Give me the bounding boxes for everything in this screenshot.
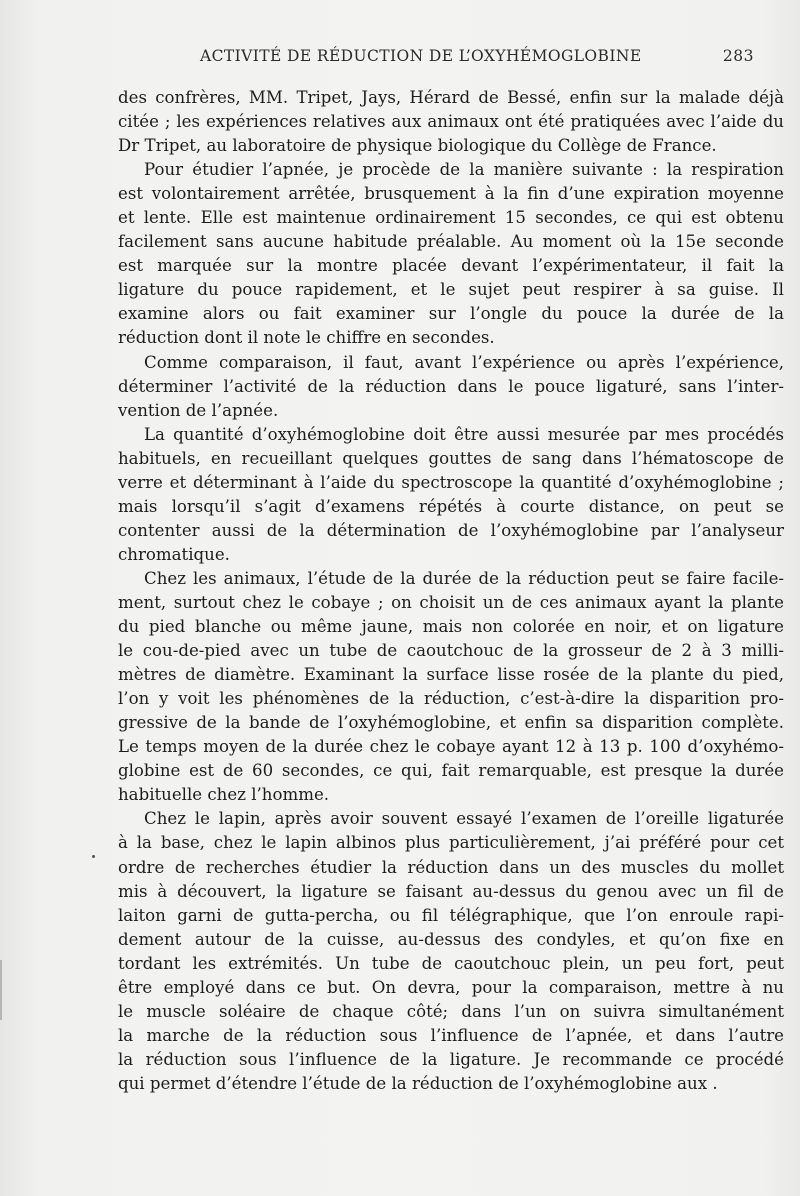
text-line: l’on y voit les phénomènes de la réduction, c’est-à-dire la disparition pro- (118, 689, 784, 709)
text-line: est marquée sur la montre placée devant l’expérimentateur, il fait la (118, 256, 784, 276)
margin-mark-dot (92, 855, 95, 858)
margin-edge-mark (0, 960, 10, 1020)
text-line: chromatique. (118, 544, 230, 564)
text-line: dement autour de la cuisse, au-dessus des condyles, et qu’on fixe en (118, 929, 784, 949)
text-line: La quantité d’oxyhémoglobine doit être aussi mesurée par mes procédés (144, 424, 784, 444)
text-line: mis à découvert, la ligature se faisant au-dessus du genou avec un fil de (118, 881, 784, 901)
text-line: habituelle chez l’homme. (118, 785, 330, 805)
text-line: Pour étudier l’apnée, je procède de la manière suivante : la respiration (144, 160, 784, 180)
text-line: la marche de la réduction sous l’influence de l’apnée, et dans l’autre (118, 1025, 784, 1045)
text-line: ment, surtout chez le cobaye ; on choisit un de ces animaux ayant la plante (118, 592, 784, 612)
text-line: déterminer l’activité de la réduction dans le pouce ligaturé, sans l’inter- (118, 376, 784, 396)
text-line: facilement sans aucune habitude préalable. Au moment où la 15e seconde (118, 232, 784, 252)
text-line: ligature du pouce rapidement, et le sujet peut respirer à sa guise. Il (118, 280, 784, 300)
text-line: Comme comparaison, il faut, avant l’expérience ou après l’expérience, (144, 352, 784, 372)
text-line: habituels, en recueillant quelques gouttes de sang dans l’hématoscope de (118, 448, 784, 468)
text-line: laiton garni de gutta-percha, ou fil télégraphique, que l’on enroule rapi- (118, 905, 784, 925)
text-line: examine alors ou fait examiner sur l’ongle du pouce la durée de la (118, 304, 784, 324)
running-title: ACTIVITÉ DE RÉDUCTION DE L’OXYHÉMOGLOBINE (200, 47, 642, 65)
text-line: et lente. Elle est maintenue ordinairement 15 secondes, ce qui est obtenu (118, 208, 784, 228)
text-line: citée ; les expériences relatives aux animaux ont été pratiquées avec l’aide du (118, 112, 784, 132)
text-line: le muscle soléaire de chaque côté; dans l’un on suivra simultanément (118, 1001, 784, 1021)
text-line: être employé dans ce but. On devra, pour la comparaison, mettre à nu (118, 977, 784, 997)
text-line: mètres de diamètre. Examinant la surface lisse rosée de la plante du pied, (118, 665, 784, 685)
text-line: à la base, chez le lapin albinos plus particulièrement, j’ai préféré pour cet (118, 833, 784, 853)
paragraph (118, 158, 784, 350)
page-number: 283 (722, 47, 754, 65)
paragraph (118, 86, 784, 158)
text-line: globine est de 60 secondes, ce qui, fait remarquable, est presque la durée (118, 761, 784, 781)
text-line: contenter aussi de la détermination de l’oxyhémoglobine par l’analyseur (118, 520, 784, 540)
text-line: Chez le lapin, après avoir souvent essayé l’examen de l’oreille ligaturée (144, 809, 784, 829)
paragraph (118, 567, 784, 807)
text-line: Chez les animaux, l’étude de la durée de la réduction peut se faire facile- (144, 568, 784, 588)
text-line: le cou-de-pied avec un tube de caoutchouc de la grosseur de 2 à 3 milli- (118, 641, 784, 661)
text-line: qui permet d’étendre l’étude de la réduction de l’oxyhémoglobine aux . (118, 1073, 718, 1093)
text-line: des confrères, MM. Tripet, Jays, Hérard de Bessé, enfin sur la malade déjà (118, 88, 784, 107)
paragraph (118, 351, 784, 423)
running-header (118, 47, 784, 71)
text-line: la réduction sous l’influence de la ligature. Je recommande ce procédé (118, 1049, 784, 1069)
text-line: du pied blanche ou même jaune, mais non colorée en noir, et on ligature (118, 617, 784, 637)
text-line: est volontairement arrêtée, brusquement à la fin d’une expiration moyenne (118, 184, 784, 204)
text-line: ordre de recherches étudier la réduction dans un des muscles du mollet (118, 857, 784, 877)
body-text (118, 86, 784, 1096)
text-line: vention de l’apnée. (118, 400, 279, 420)
text-line: gressive de la bande de l’oxyhémoglobine, et enfin sa disparition complète. (118, 713, 784, 733)
text-line: mais lorsqu’il s’agit d’examens répétés à courte distance, on peut se (118, 496, 784, 516)
text-line: tordant les extrémités. Un tube de caoutchouc plein, un peu fort, peut (118, 953, 784, 973)
paragraph (118, 423, 784, 567)
text-line: réduction dont il note le chiffre en secondes. (118, 328, 495, 348)
text-line: verre et déterminant à l’aide du spectroscope la quantité d’oxyhémoglobine ; (118, 472, 784, 492)
paragraph (118, 807, 784, 1096)
text-line: Dr Tripet, au laboratoire de physique biologique du Collège de France. (118, 136, 717, 156)
text-line: Le temps moyen de la durée chez le cobaye ayant 12 à 13 p. 100 d’oxyhémo- (118, 737, 784, 757)
